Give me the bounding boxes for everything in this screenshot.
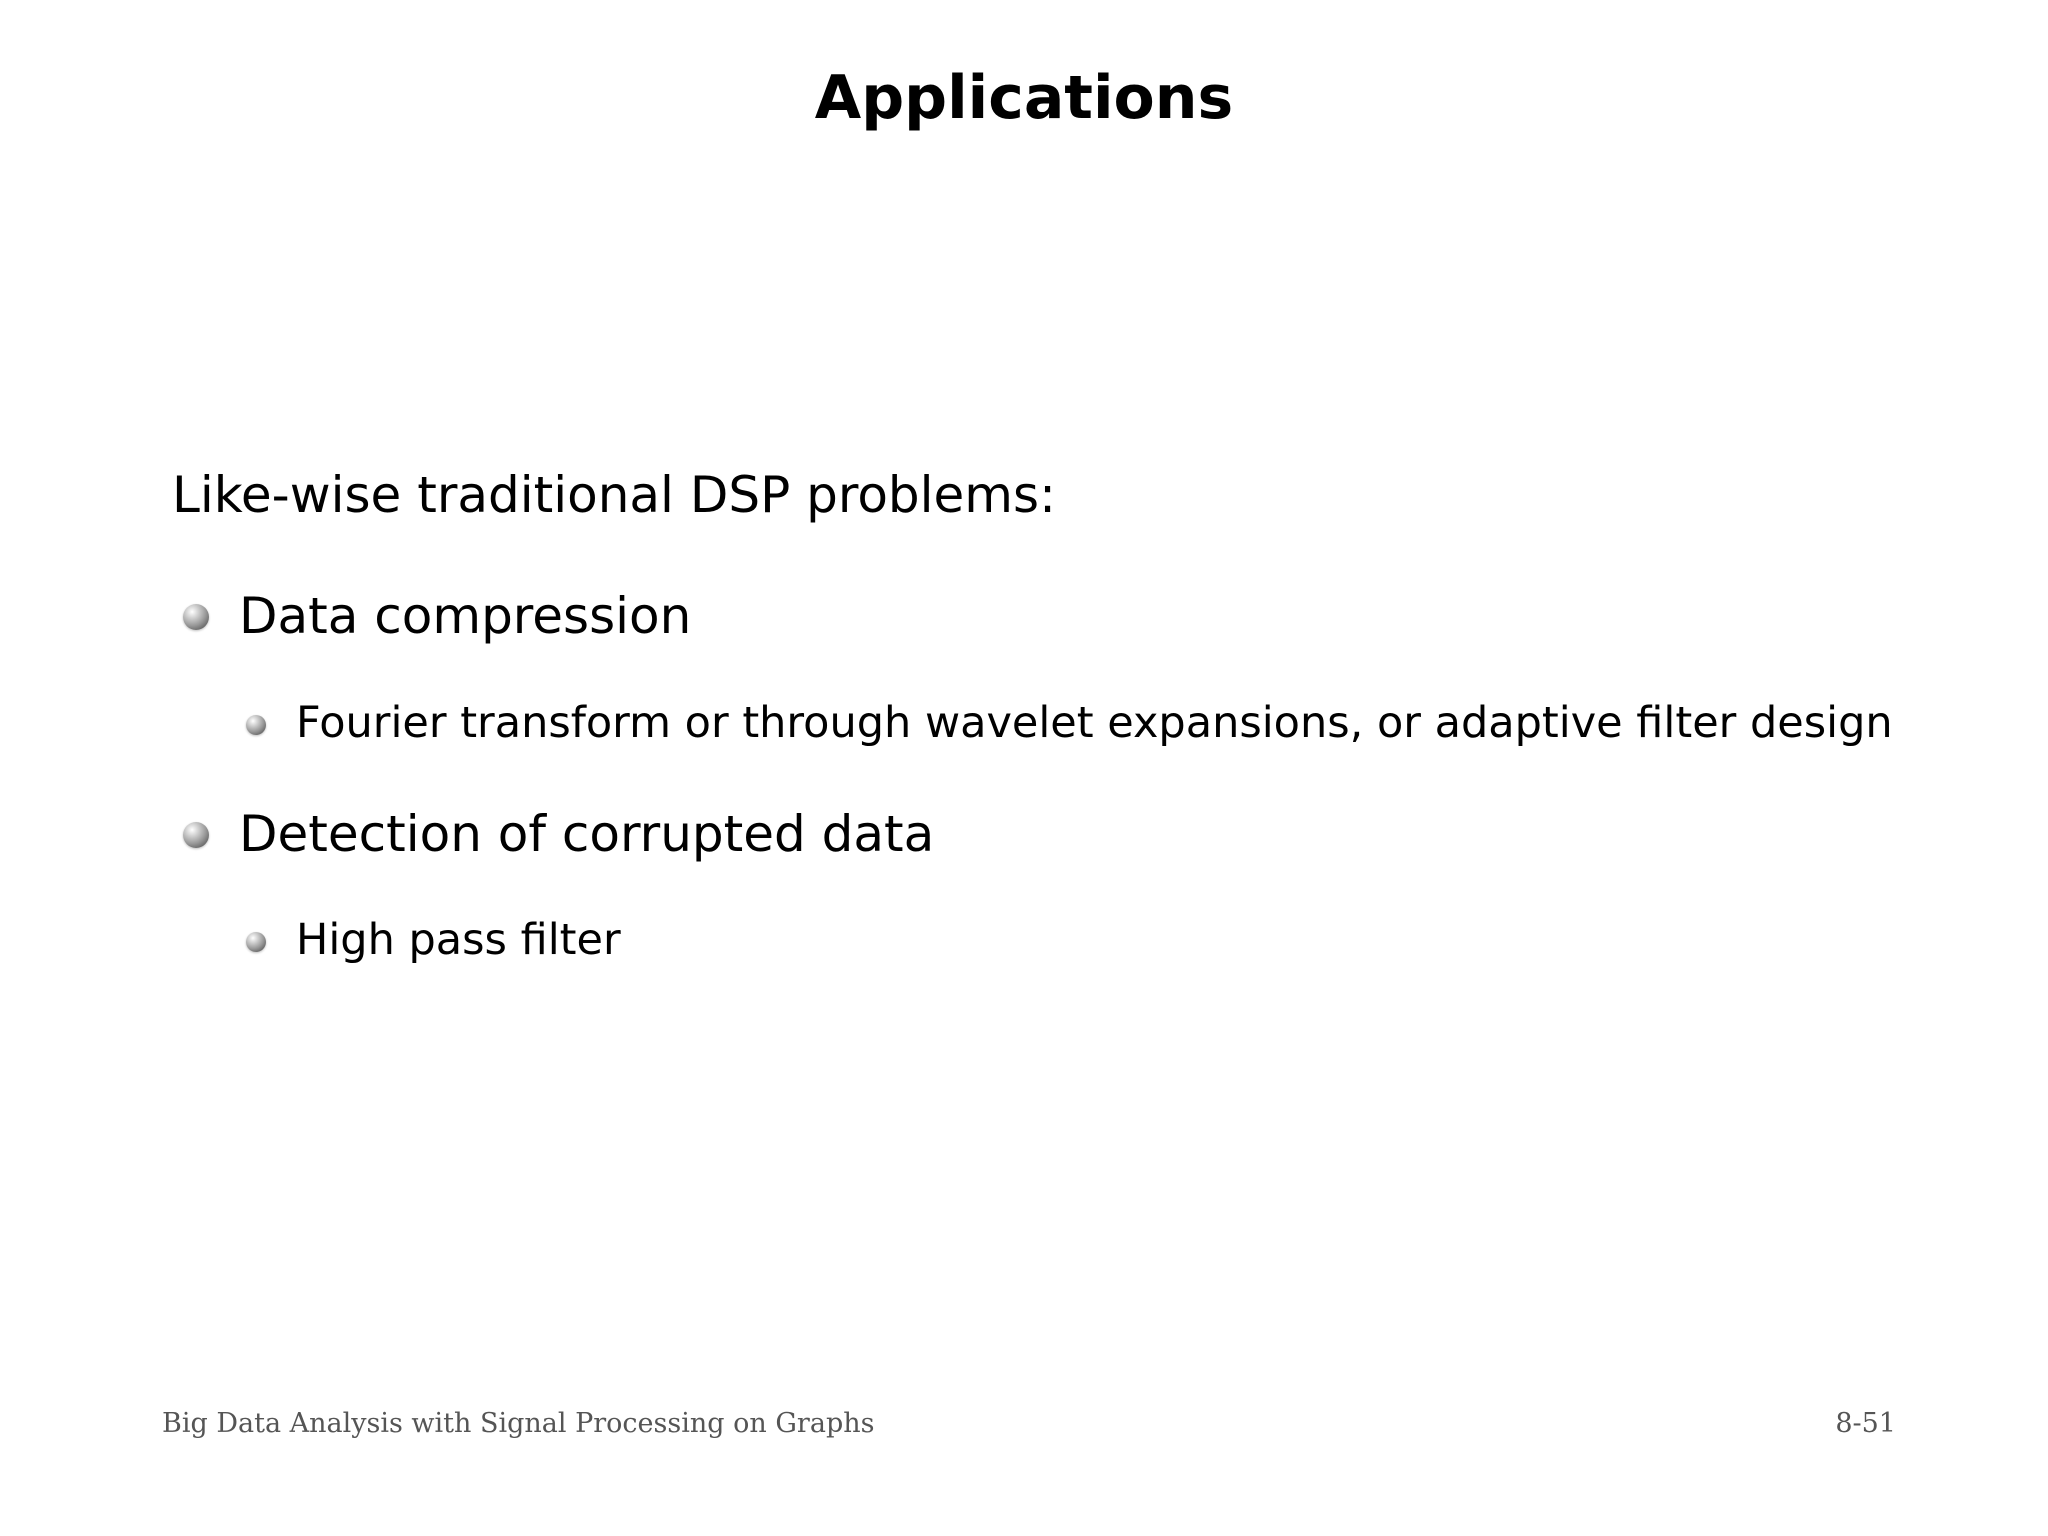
sub-bullet-text: Fourier transform or through wavelet expansions, or adaptive filter design <box>296 698 1893 748</box>
footer-course-title: Big Data Analysis with Signal Processing on Graphs <box>162 1408 875 1439</box>
intro-text: Like-wise traditional DSP problems: <box>172 466 1056 524</box>
bullet-text: Data compression <box>239 587 692 645</box>
bullet-text: Detection of corrupted data <box>239 805 935 863</box>
slide-title: Applications <box>814 63 1234 133</box>
sub-bullet-text: High pass filter <box>296 915 621 965</box>
bullet-ball-icon <box>183 822 209 848</box>
sub-bullet-ball-icon <box>246 932 266 952</box>
bullet-ball-icon <box>183 604 209 630</box>
footer-page-number: 8-51 <box>1835 1408 1896 1439</box>
sub-bullet-ball-icon <box>246 715 266 735</box>
